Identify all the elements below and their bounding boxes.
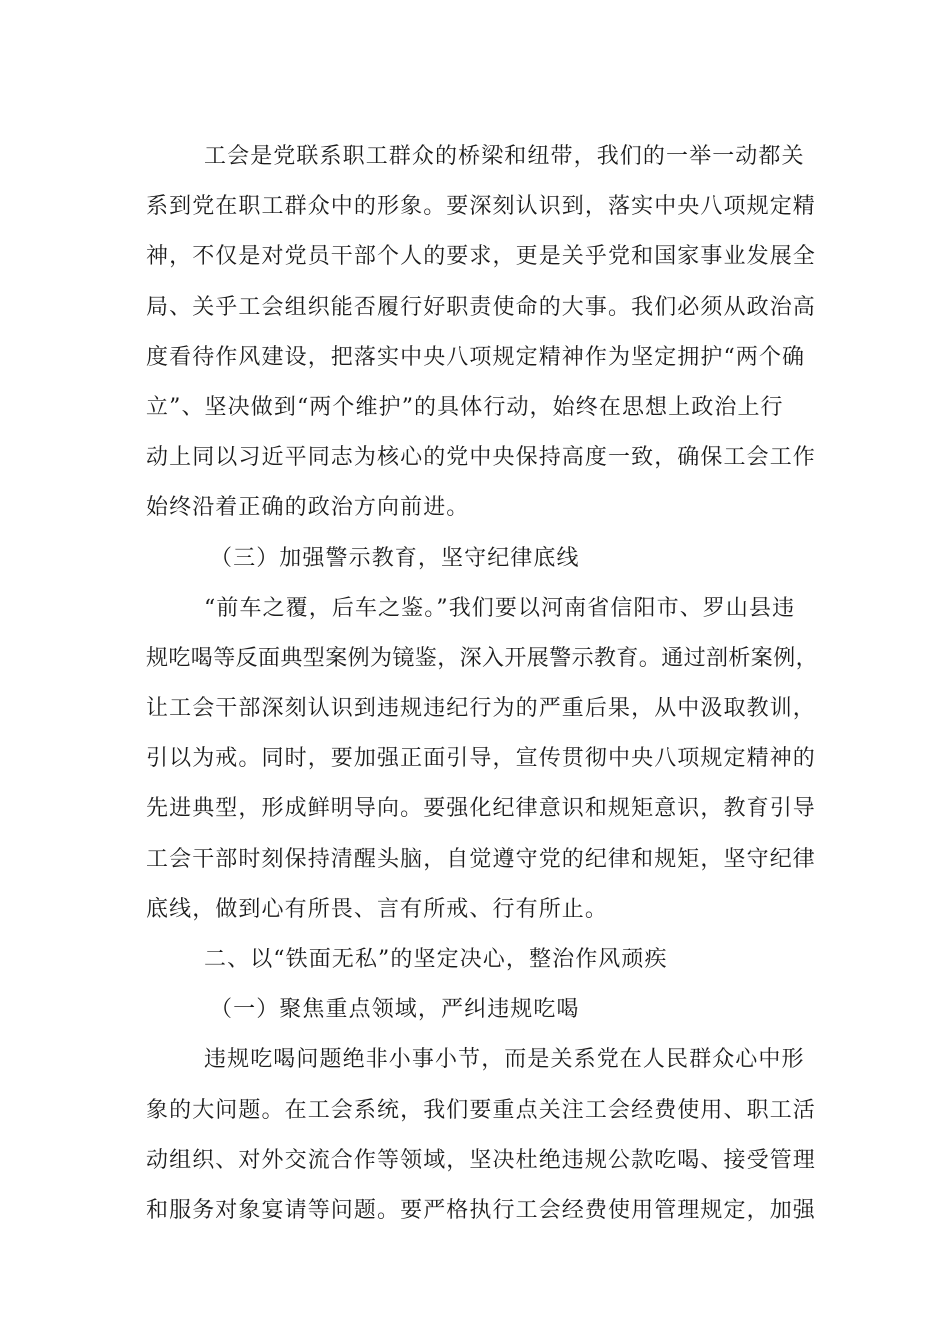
paragraph-line: 违规吃喝问题绝非小事小节，而是关系党在人民群众心中形 — [204, 1047, 805, 1073]
paragraph-line: 系到党在职工群众中的形象。要深刻认识到，落实中央八项规定精 — [146, 194, 816, 220]
paragraph-line: 局、关乎工会组织能否履行好职责使命的大事。我们必须从政治高 — [146, 294, 816, 320]
paragraph-line: 和服务对象宴请等问题。要严格执行工会经费使用管理规定，加强 — [146, 1197, 816, 1223]
section-heading: （一）聚焦重点领域，严纠违规吃喝 — [210, 997, 580, 1023]
paragraph-line: 规吃喝等反面典型案例为镜鉴，深入开展警示教育。通过剖析案例， — [146, 645, 819, 671]
document-body — [146, 132, 818, 1236]
section-heading: （三）加强警示教育，坚守纪律底线 — [210, 545, 580, 571]
chapter-heading: 二、以“铁面无私”的坚定决心，整治作风顽疾 — [204, 947, 668, 972]
paragraph-line: 神，不仅是对党员干部个人的要求，更是关乎党和国家事业发展全 — [146, 244, 816, 270]
paragraph-line: 动上同以习近平同志为核心的党中央保持高度一致，确保工会工作 — [146, 445, 816, 471]
paragraph-line: “前车之覆，后车之鉴。”我们要以河南省信阳市、罗山县违 — [204, 595, 796, 621]
paragraph-line: 底线，做到心有所畏、言有所戒、行有所止。 — [146, 896, 609, 922]
paragraph-line: 始终沿着正确的政治方向前进。 — [146, 495, 470, 521]
paragraph-line: 引以为戒。同时，要加强正面引导，宣传贯彻中央八项规定精神的 — [146, 746, 816, 772]
paragraph-line: 让工会干部深刻认识到违规违纪行为的严重后果，从中汲取教训， — [146, 696, 816, 722]
paragraph-line: 立”、坚决做到“两个维护”的具体行动，始终在思想上政治上行 — [146, 394, 784, 420]
paragraph-line: 度看待作风建设，把落实中央八项规定精神作为坚定拥护“两个确 — [146, 344, 806, 370]
paragraph-line: 动组织、对外交流合作等领域，坚决杜绝违规公款吃喝、接受管理 — [146, 1147, 816, 1173]
paragraph-line: 先进典型，形成鲜明导向。要强化纪律意识和规矩意识，教育引导 — [146, 796, 816, 822]
paragraph-line: 象的大问题。在工会系统，我们要重点关注工会经费使用、职工活 — [146, 1097, 816, 1123]
paragraph-line: 工会是党联系职工群众的桥梁和纽带，我们的一举一动都关 — [204, 144, 805, 169]
paragraph-line: 工会干部时刻保持清醒头脑，自觉遵守党的纪律和规矩，坚守纪律 — [146, 846, 816, 872]
